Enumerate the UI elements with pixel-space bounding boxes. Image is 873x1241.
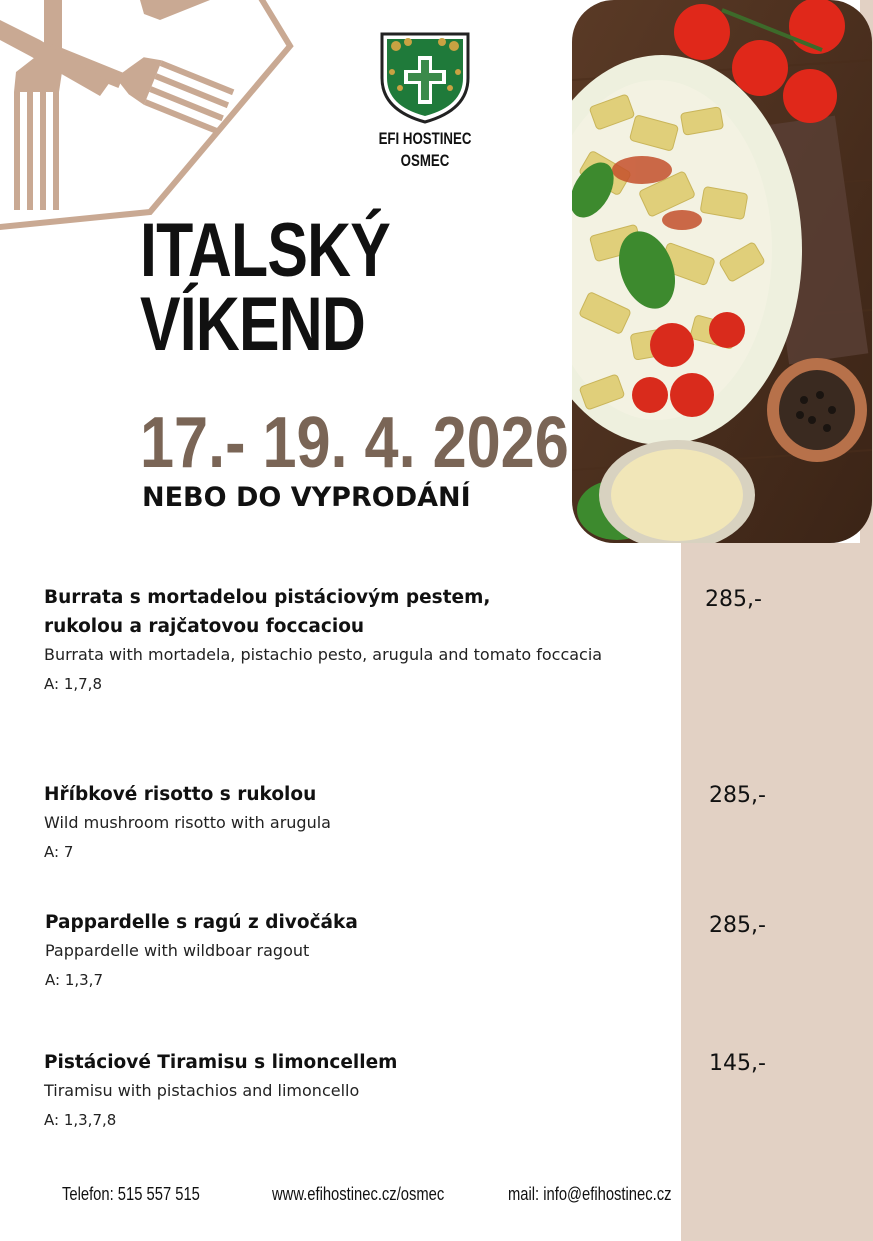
menu-item-allergens: A: 1,3,7,8	[44, 1111, 117, 1129]
menu-item-description: Pappardelle with wildboar ragout	[45, 941, 310, 960]
menu-item-description: Burrata with mortadela, pistachio pesto, arugula and tomato foccacia	[44, 645, 603, 664]
menu-item-price: 145,-	[709, 1051, 766, 1076]
title-line-2: VÍKEND	[140, 282, 365, 367]
footer-email[interactable]: mail: info@efihostinec.cz	[508, 1184, 672, 1204]
menu-item-name: Burrata s mortadelou pistáciovým pestem, rukolou a rajčatovou foccaciou	[44, 587, 491, 637]
menu-item-price: 285,-	[705, 587, 762, 612]
menu-item-name: Pistáciové Tiramisu s limoncellem	[44, 1052, 398, 1073]
menu-item-price: 285,-	[709, 913, 766, 938]
menu-item-3	[45, 908, 655, 992]
utensils-decoration	[0, 0, 300, 240]
price-column-background	[681, 543, 873, 1241]
coat-of-arms-logo	[378, 30, 472, 124]
brand-line-1: EFI HOSTINEC	[378, 129, 472, 148]
menu-item-name: Pappardelle s ragú z divočáka	[45, 912, 358, 933]
menu-item-allergens: A: 7	[44, 843, 74, 861]
menu-item-allergens: A: 1,3,7	[45, 971, 103, 989]
pasta-photo	[572, 0, 872, 543]
menu-item-name: Hříbkové risotto s rukolou	[44, 784, 317, 805]
brand-line-2: OSMEC	[400, 151, 450, 170]
menu-item-4	[44, 1048, 654, 1132]
menu-item-1	[44, 583, 654, 696]
footer-phone: Telefon: 515 557 515	[62, 1184, 200, 1204]
page-title	[140, 208, 390, 367]
title-line-1: ITALSKÝ	[140, 208, 390, 293]
menu-item-description: Wild mushroom risotto with arugula	[44, 813, 331, 832]
event-subtitle: NEBO DO VYPRODÁNÍ	[142, 482, 471, 513]
brand-name	[367, 128, 484, 172]
menu-item-allergens: A: 1,7,8	[44, 675, 102, 693]
event-date: 17.- 19. 4. 2026	[140, 403, 569, 483]
menu-item-price: 285,-	[709, 783, 766, 808]
footer-website[interactable]: www.efihostinec.cz/osmec	[272, 1184, 445, 1204]
menu-item-description: Tiramisu with pistachios and limoncello	[44, 1081, 360, 1100]
menu-item-2	[44, 780, 654, 864]
